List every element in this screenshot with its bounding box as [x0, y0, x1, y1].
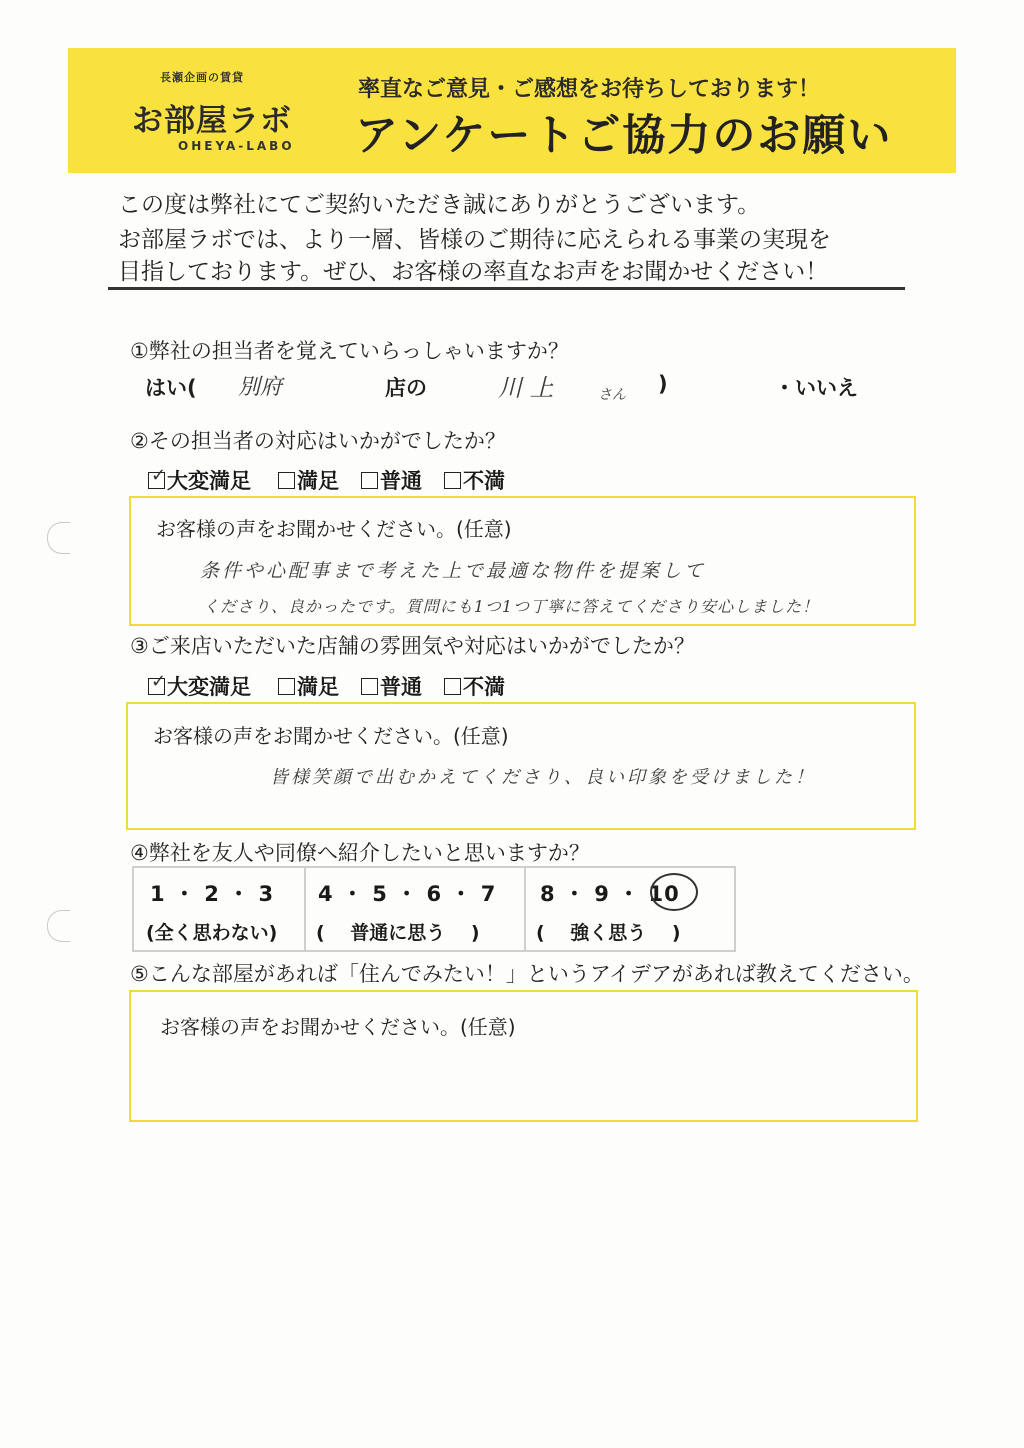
q2-voice-answer-line2: くださり、良かったです。質問にも1つ1つ丁寧に答えてくださり安心しました！ — [203, 597, 820, 616]
question-5: ⑤こんな部屋があれば「住んでみたい！」というアイデアがあれば教えてください。 — [130, 962, 924, 986]
header-subtitle: 率直なご意見・ご感想をお待ちしております！ — [358, 77, 821, 102]
intro-line: この度は弊社にてご契約いただき誠にありがとうございます。 — [118, 192, 761, 218]
q1-store-answer[interactable]: 別府 — [238, 375, 283, 400]
q3-voice-label: お客様の声をお聞かせください。(任意) — [153, 724, 509, 748]
q2-option-dissatisfied[interactable]: 不満 — [444, 465, 505, 495]
divider — [108, 287, 905, 290]
q2-option-normal[interactable]: 普通 — [361, 465, 422, 495]
q1-close-paren: ) — [658, 372, 668, 396]
q3-option-dissatisfied[interactable]: 不満 — [444, 671, 505, 701]
q3-option-satisfied[interactable]: 満足 — [278, 671, 339, 701]
checkbox[interactable] — [361, 678, 378, 695]
logo-tagline: 長瀬企画の賃貸 — [160, 71, 244, 84]
q1-san-answer: さん — [598, 387, 626, 403]
logo — [120, 55, 320, 165]
scale-group-low[interactable] — [134, 868, 304, 950]
logo-sub: OHEYA-LABO — [178, 139, 295, 153]
question-1: ①弊社の担当者を覚えていらっしゃいますか？ — [130, 339, 569, 363]
q2-option-satisfied[interactable]: 満足 — [278, 465, 339, 495]
page-title: アンケートご協力のお願い — [355, 111, 893, 161]
q1-no-option[interactable]: ・いいえ — [774, 376, 858, 400]
question-4: ④弊社を友人や同僚へ紹介したいと思いますか？ — [130, 841, 590, 865]
intro-line: お部屋ラボでは、より一層、皆様のご期待に応えられる事業の実現を — [118, 227, 831, 253]
punch-hole — [47, 522, 70, 554]
checkbox-checked[interactable]: ✓ — [148, 472, 165, 489]
q1-yes-label: はい( — [145, 376, 197, 400]
scale-group-high[interactable] — [526, 868, 732, 950]
checkbox[interactable] — [278, 678, 295, 695]
recommend-scale — [132, 866, 736, 952]
scale-numbers: 1 ・ 2 ・ 3 — [150, 882, 275, 906]
scale-numbers: 8 ・ 9 ・ 10 — [540, 882, 680, 906]
q3-voice-answer: 皆様笑顔で出むかえてくださり、良い印象を受けました！ — [270, 767, 816, 788]
checkbox[interactable] — [361, 472, 378, 489]
q1-store-label: 店の — [385, 376, 427, 400]
scale-group-mid[interactable] — [306, 868, 524, 950]
q5-voice-box[interactable] — [129, 990, 918, 1122]
q3-option-very-satisfied[interactable]: ✓ 大変満足 — [148, 671, 251, 701]
scale-label: ( 強く思う ) — [536, 922, 681, 944]
scale-numbers: 4 ・ 5 ・ 6 ・ 7 — [318, 882, 497, 906]
q3-option-normal[interactable]: 普通 — [361, 671, 422, 701]
checkbox[interactable] — [278, 472, 295, 489]
q2-voice-label: お客様の声をお聞かせください。(任意) — [156, 517, 512, 541]
q2-voice-answer-line1: 条件や心配事まで考えた上で最適な物件を提案して — [200, 560, 707, 582]
checkbox[interactable] — [444, 472, 461, 489]
question-3: ③ご来店いただいた店舗の雰囲気や対応はいかがでしたか？ — [130, 634, 695, 658]
punch-hole — [47, 910, 70, 942]
scale-label: ( 普通に思う ) — [316, 922, 480, 944]
q5-voice-label: お客様の声をお聞かせください。(任意) — [160, 1015, 516, 1039]
checkbox[interactable] — [444, 678, 461, 695]
checkbox-checked[interactable]: ✓ — [148, 678, 165, 695]
q1-name-answer[interactable]: 川 上 — [498, 374, 554, 402]
question-2: ②その担当者の対応はいかがでしたか？ — [130, 429, 506, 453]
q2-option-very-satisfied[interactable]: ✓ 大変満足 — [148, 465, 251, 495]
scale-label: (全く思わない) — [146, 922, 278, 944]
selected-circle — [650, 873, 698, 911]
intro-line: 目指しております。ぜひ、お客様の率直なお声をお聞かせください！ — [118, 259, 829, 285]
logo-name: お部屋ラボ — [132, 103, 292, 139]
